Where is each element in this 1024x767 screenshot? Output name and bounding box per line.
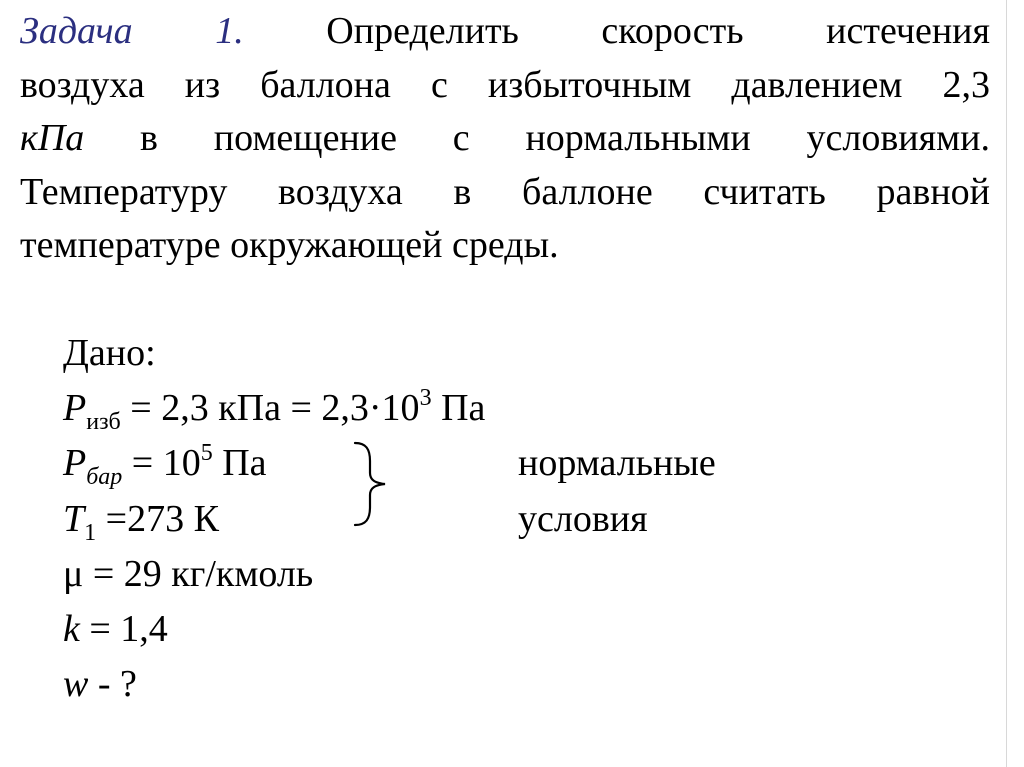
right-curly-brace — [352, 441, 388, 527]
task-line-1 — [20, 5, 990, 59]
p-izb-unit: Па — [441, 387, 486, 430]
task-line-2: воздуха из баллона с избыточным давлением 2,3 — [20, 63, 990, 106]
p-izb-subscript: изб — [86, 409, 121, 436]
k-symbol: k — [63, 607, 80, 650]
given-t1 — [63, 492, 648, 547]
t1-subscript: 1 — [84, 519, 97, 546]
normal-conditions-note-1: нормальные — [518, 442, 716, 485]
p-bar-unit: Па — [222, 442, 267, 485]
slide-edge-divider — [1006, 0, 1007, 767]
task-line-1-text: Определить скорость истечения — [326, 10, 990, 52]
task-statement — [20, 5, 990, 273]
p-bar-value: = 10 — [131, 442, 201, 485]
given-k — [63, 602, 485, 657]
given-p-bar — [63, 436, 716, 491]
given-p-izb — [63, 381, 485, 436]
task-line-5: температуре окружающей среды. — [20, 224, 559, 266]
given-w — [63, 657, 485, 712]
given-block — [63, 326, 716, 712]
task-line-3-text: в помещение с нормальными условиями. — [140, 117, 991, 159]
task-line-4: Температуру воздуха в баллоне считать равной — [20, 170, 990, 213]
p-bar-exponent: 5 — [200, 440, 213, 467]
t1-value: =273 К — [105, 497, 219, 540]
k-value: = 1,4 — [89, 607, 168, 650]
t1-symbol: T — [63, 497, 85, 540]
w-value: - ? — [97, 663, 137, 706]
p-bar-symbol: P — [63, 442, 87, 485]
p-izb-symbol: P — [63, 387, 87, 430]
given-mu: μ = 29 кг/кмоль — [63, 552, 314, 595]
task-line-3 — [20, 112, 990, 166]
given-heading: Дано: — [63, 332, 156, 374]
pressure-unit: кПа — [20, 117, 85, 159]
w-symbol: w — [63, 663, 89, 706]
normal-conditions-note-2: условия — [518, 497, 648, 540]
task-label: Задача 1. — [20, 10, 244, 52]
p-bar-subscript: бар — [86, 464, 123, 491]
p-izb-value: = 2,3 кПа = 2,3·10 — [130, 387, 420, 430]
p-izb-exponent: 3 — [419, 385, 432, 412]
